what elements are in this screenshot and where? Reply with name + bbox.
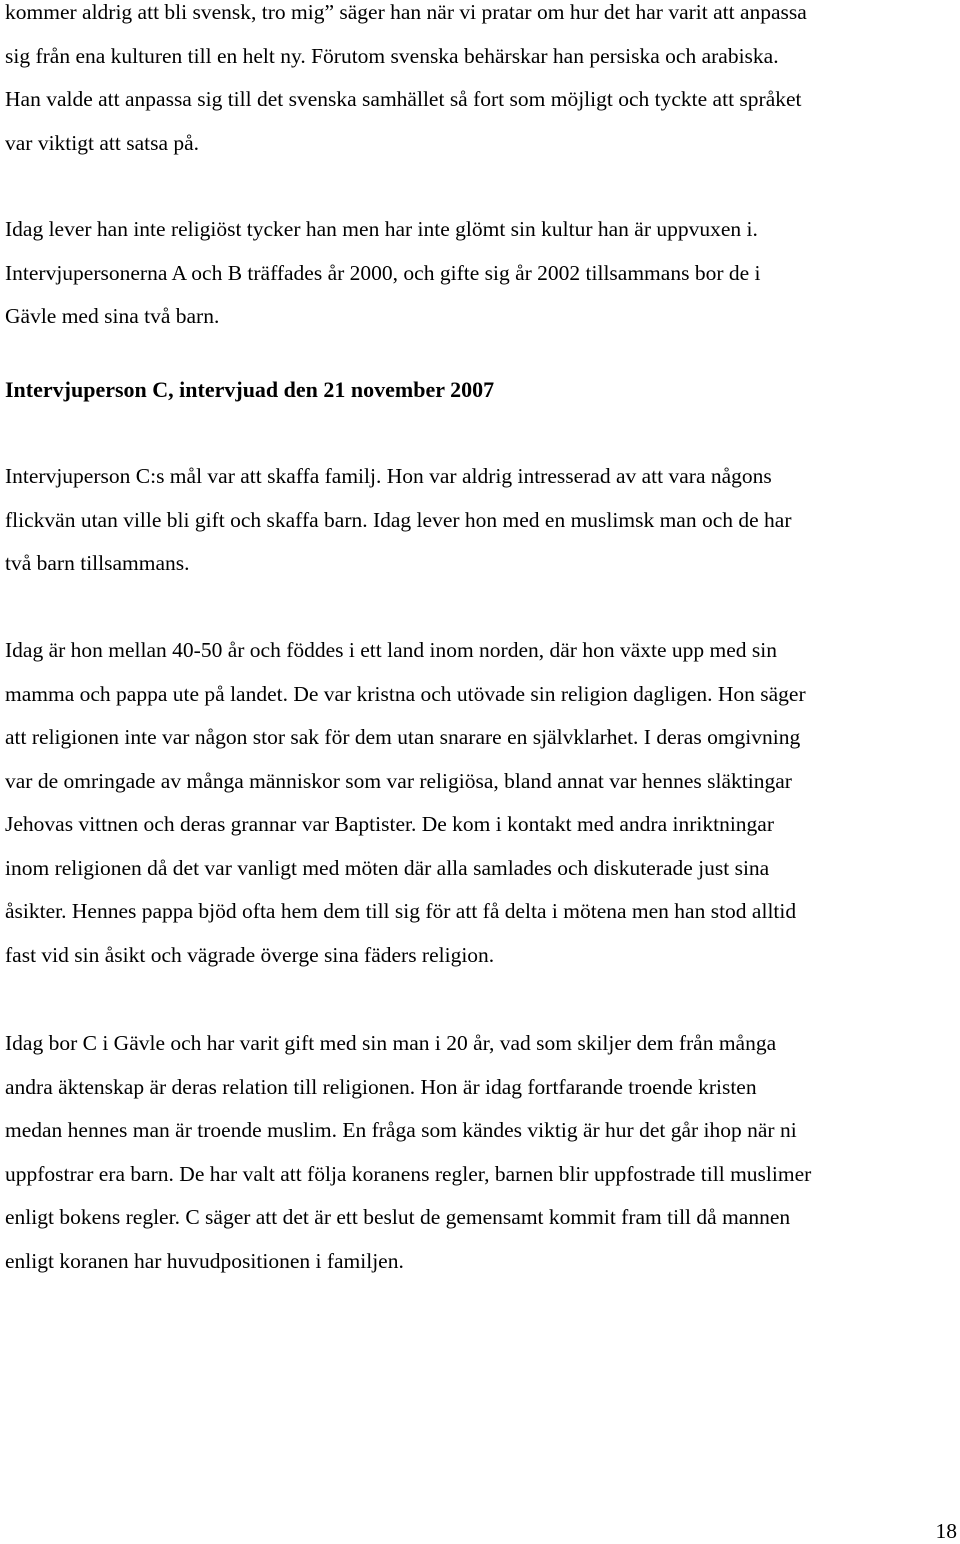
paragraph-line: var viktigt att satsa på. [5,130,200,155]
section-heading: Intervjuperson C, intervjuad den 21 november 2007 [5,377,495,402]
paragraph-line: kommer aldrig att bli svensk, tro mig” säger han när vi pratar om hur det har varit att anpassa [5,0,807,24]
paragraph-line: Han valde att anpassa sig till det svenska samhället så fort som möjligt och tyckte att språket [5,87,802,111]
paragraph-line: Jehovas vittnen och deras grannar var Baptister. De kom i kontakt med andra inriktningar [5,812,775,836]
paragraph-2 [5,208,955,339]
paragraph-line: Idag bor C i Gävle och har varit gift med sin man i 20 år, vad som skiljer dem från många [5,1031,777,1055]
paragraph-3 [5,455,955,586]
paragraph-line: två barn tillsammans. [5,551,190,575]
paragraph-line: att religionen inte var någon stor sak för dem utan snarare en självklarhet. I deras omgivning [5,725,801,749]
paragraph-line: inom religionen då det var vanligt med möten där alla samlades och diskuterade just sina [5,855,770,880]
paragraph-line: enligt koranen har huvudpositionen i familjen. [5,1248,404,1273]
paragraph-line: enligt bokens regler. C säger att det är ett beslut de gemensamt kommit fram till då mannen [5,1205,791,1229]
paragraph-line: Idag är hon mellan 40-50 år och föddes i ett land inom norden, där hon växte upp med sin [5,638,778,662]
paragraph-line: sig från ena kulturen till en helt ny. Förutom svenska behärskar han persiska och arabiska. [5,43,779,68]
paragraph-line: Intervjuperson C:s mål var att skaffa familj. Hon var aldrig intresserad av att vara någons [5,464,772,488]
paragraph-line: flickvän utan ville bli gift och skaffa barn. Idag lever hon med en muslimsk man och de har [5,507,792,532]
paragraph-line: åsikter. Hennes pappa bjöd ofta hem dem till sig för att få delta i mötena men han stod alltid [5,899,797,923]
paragraph-4 [5,629,955,977]
paragraph-line: Intervjupersonerna A och B träffades år 2000, och gifte sig år 2002 tillsammans bor de i [5,260,761,285]
paragraph-line: var de omringade av många människor som var religiösa, bland annat var hennes släktingar [5,768,792,793]
paragraph-line: mamma och pappa ute på landet. De var kristna och utövade sin religion dagligen. Hon säger [5,681,806,706]
page-number: 18 [935,1519,957,1543]
paragraph-line: andra äktenskap är deras relation till religionen. Hon är idag fortfarande troende kristen [5,1074,757,1099]
paragraph-line: Idag lever han inte religiöst tycker han men har inte glömt sin kultur han är uppvuxen i. [5,217,758,241]
paragraph-line: Gävle med sina två barn. [5,304,220,328]
paragraph-5 [5,1022,955,1283]
paragraph-line: medan hennes man är troende muslim. En fråga som kändes viktig är hur det går ihop när ni [5,1118,797,1142]
paragraph-line: fast vid sin åsikt och vägrade överge sina fäders religion. [5,942,495,967]
paragraph-line: uppfostrar era barn. De har valt att följa koranens regler, barnen blir uppfostrade till muslimer [5,1161,812,1186]
paragraph-1 [5,0,955,165]
